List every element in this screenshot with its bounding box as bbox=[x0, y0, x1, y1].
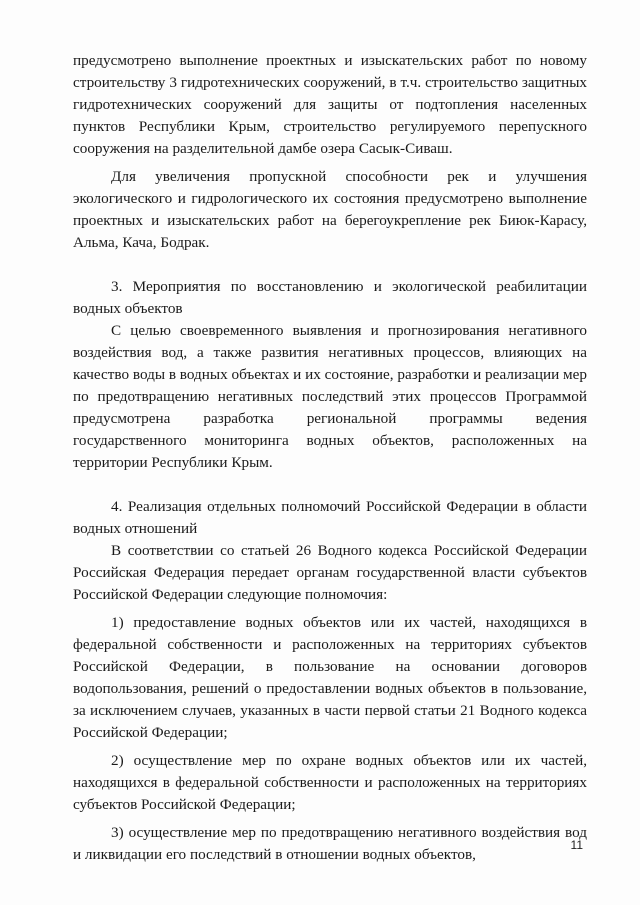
section-heading-4: 4. Реализация отдельных полномочий Российской Федерации в области водных отношений bbox=[73, 498, 587, 537]
list-item-2: 2) осуществление мер по охране водных объектов или их частей, находящихся в федеральной собственности и расположенных на территориях субъектов Российской Федерации; bbox=[73, 752, 587, 813]
paragraph-monitoring: С целью своевременного выявления и прогнозирования негативного воздействия вод, а также развития негативных процессов, влияющих на качество воды в водных объектах и их состояние, разработки и реализации мер по предотвращению негативных последствий этих процессов Программой предусмотрена разработка региональной программы ведения государственного мониторинга водных объектов, расположенных на территории Республики Крым. bbox=[73, 322, 587, 471]
paragraph-article-26: В соответствии со статьей 26 Водного кодекса Российской Федерации Российская Федерация передает органам государственной власти субъектов Российской Федерации следующие полномочия: bbox=[73, 542, 587, 603]
page-number: 11 bbox=[570, 838, 583, 852]
list-item-1: 1) предоставление водных объектов или их частей, находящихся в федеральной собственности и расположенных на территориях субъектов Российской Федерации, в пользование на основании договоров водопользования, решений о предоставлении водных объектов в пользование, за исключением случаев, указанных в части первой статьи 21 Водного кодекса Российской Федерации; bbox=[73, 614, 587, 741]
paragraph-continuation: предусмотрено выполнение проектных и изыскательских работ по новому строительству 3 гидротехнических сооружений, в т.ч. строительство защитных гидротехнических сооружений для защиты от подтопления населенных пунктов Республики Крым, строительство регулируемого перепускного сооружения на разделительной дамбе озера Сасык-Сиваш. bbox=[73, 52, 587, 157]
list-item-3: 3) осуществление мер по предотвращению негативного воздействия вод и ликвидации его последствий в отношении водных объектов, bbox=[73, 824, 587, 863]
paragraph-river-bank-works: Для увеличения пропускной способности рек и улучшения экологического и гидрологического их состояния предусмотрено выполнение проектных и изыскательских работ на берегоукрепление рек Биюк-Карасу, Альма, Кача, Бодрак. bbox=[73, 168, 587, 251]
section-heading-3: 3. Мероприятия по восстановлению и экологической реабилитации водных объектов bbox=[73, 278, 587, 317]
page-body bbox=[73, 50, 587, 866]
